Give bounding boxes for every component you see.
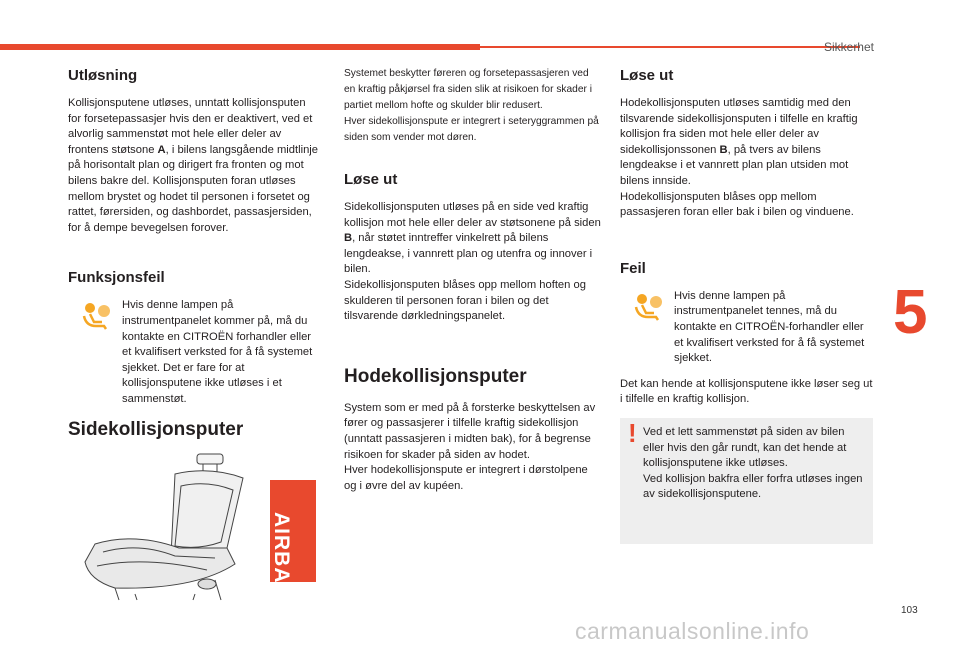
seat-illustration bbox=[75, 452, 275, 602]
warning-text: Hvis denne lampen på instrumentpanelet tennes, må du kontakte en CITROËN-forhandler eller et kvalifisert verksted for å få systemet sjekket. bbox=[674, 289, 865, 365]
heading-sidekollisjonsputer: Sidekollisjonsputer bbox=[68, 418, 244, 440]
paragraph-hode: System som er med på å forsterke beskyttelsen av fører og passasjerer i tilfelle kraftig sidekollisjon (unntatt passasjeren i midten bak), for å begrense risikoen for skader på siden av hodet. bbox=[344, 401, 596, 461]
paragraph-lose-ut-side-2: Sidekollisjonsputen blåses opp mellom hoften og skulderen til personen foran i bilen og det tilsvarende dørkledningspanelet. bbox=[344, 278, 586, 323]
paragraph-feil: Det kan hende at kollisjonsputene ikke løser seg ut i tilfelle en kraftig kollisjon. bbox=[620, 377, 873, 406]
airbag-warning-lamp-icon bbox=[632, 293, 664, 321]
heading-utlosning: Utløsning bbox=[68, 67, 138, 84]
exclamation-icon: ! bbox=[628, 418, 637, 448]
paragraph-utlosning: Kollisjonsputene utløses, unntatt kollisjonsputen for forsetepassasjer hvis den er deaktivert, ved et alvorlig sammenstøt mot hele eller deler av frontens støtsone A, i bilens langsgående midtlinje på horisontalt plan og dirigert fra fronten og mot bilens bakre del. Kollisjonsputen foran utløses mellom brystet og hodet til personen i forsetet og rattet, førersiden, og dashbordet, passasjersiden, for å dempe bevegelsen forover. bbox=[68, 97, 319, 234]
note-box bbox=[620, 418, 873, 544]
section-label: Sikkerhet bbox=[823, 40, 874, 54]
column-2 bbox=[344, 66, 602, 494]
header-accent-line bbox=[480, 46, 860, 48]
airbag-label: AIRBAG bbox=[270, 512, 293, 601]
airbag-label-panel bbox=[270, 480, 316, 601]
note-paragraph-2: Ved kollisjon bakfra eller forfra utløses ingen av sidekollisjonsputene. bbox=[643, 472, 863, 501]
warning-text: Hvis denne lampen på instrumentpanelet kommer på, må du kontakte en CITROËN forhandler eller et kvalifisert verksted for å få systemet sjekket. Det er fare for at kollisjonsputene ikke utløses i et sammenstøt. bbox=[122, 299, 313, 405]
warning-funksjonsfeil bbox=[68, 298, 320, 407]
airbag-warning-lamp-icon bbox=[80, 302, 112, 330]
column-1 bbox=[68, 66, 320, 442]
heading-lose-ut-hode: Løse ut bbox=[620, 67, 674, 84]
heading-lose-ut-side: Løse ut bbox=[344, 171, 398, 188]
watermark: carmanualsonline.info bbox=[575, 618, 810, 644]
paragraph-lose-ut-hode: Hodekollisjonsputen utløses samtidig med den tilsvarende sidekollisjonsputen i tilfelle en kraftig kollisjon fra siden mot hele eller deler av sidekollisjonssonen B, på tvers av bilens lengdeakse i et vannrett plan plan utsiden mot bilens innside. bbox=[620, 97, 858, 187]
note-paragraph-1: Ved et lett sammenstøt på siden av bilen eller hvis den går rundt, kan det hende at kollisjonsputene ikke utløses. bbox=[643, 426, 847, 470]
paragraph-intro-2: Hver sidekollisjonspute er integrert i seteryggrammen på siden som vender mot døren. bbox=[344, 116, 599, 143]
paragraph-intro: Systemet beskytter føreren og forsetepassasjeren ved en kraftig påkjørsel fra siden slik at risikoen for skader i partiet mellom hofte og skulder blir redusert. bbox=[344, 68, 592, 111]
heading-feil: Feil bbox=[620, 259, 646, 277]
chapter-number: 5 bbox=[893, 278, 928, 347]
heading-hodekollisjonsputer: Hodekollisjonsputer bbox=[344, 365, 527, 387]
paragraph-lose-ut-side: Sidekollisjonsputen utløses på en side ved kraftig kollisjon mot hele eller deler av støtsonene på siden B, når støtet inntreffer vinkelrett på bilens lengdeakse, i vannrett plan og utenfra og innover i bilen. bbox=[344, 201, 601, 276]
page-number: 103 bbox=[901, 605, 918, 616]
column-3 bbox=[620, 66, 876, 408]
warning-feil bbox=[620, 289, 876, 367]
paragraph-hode-2: Hver hodekollisjonspute er integrert i dørstolpene og i øvre del av kupéen. bbox=[344, 464, 588, 492]
header-accent-bar bbox=[0, 44, 480, 50]
heading-funksjonsfeil: Funksjonsfeil bbox=[68, 269, 165, 287]
note-text bbox=[643, 425, 865, 503]
paragraph-lose-ut-hode-2: Hodekollisjonsputen blåses opp mellom passasjeren foran eller bak i bilen og vinduene. bbox=[620, 190, 854, 219]
